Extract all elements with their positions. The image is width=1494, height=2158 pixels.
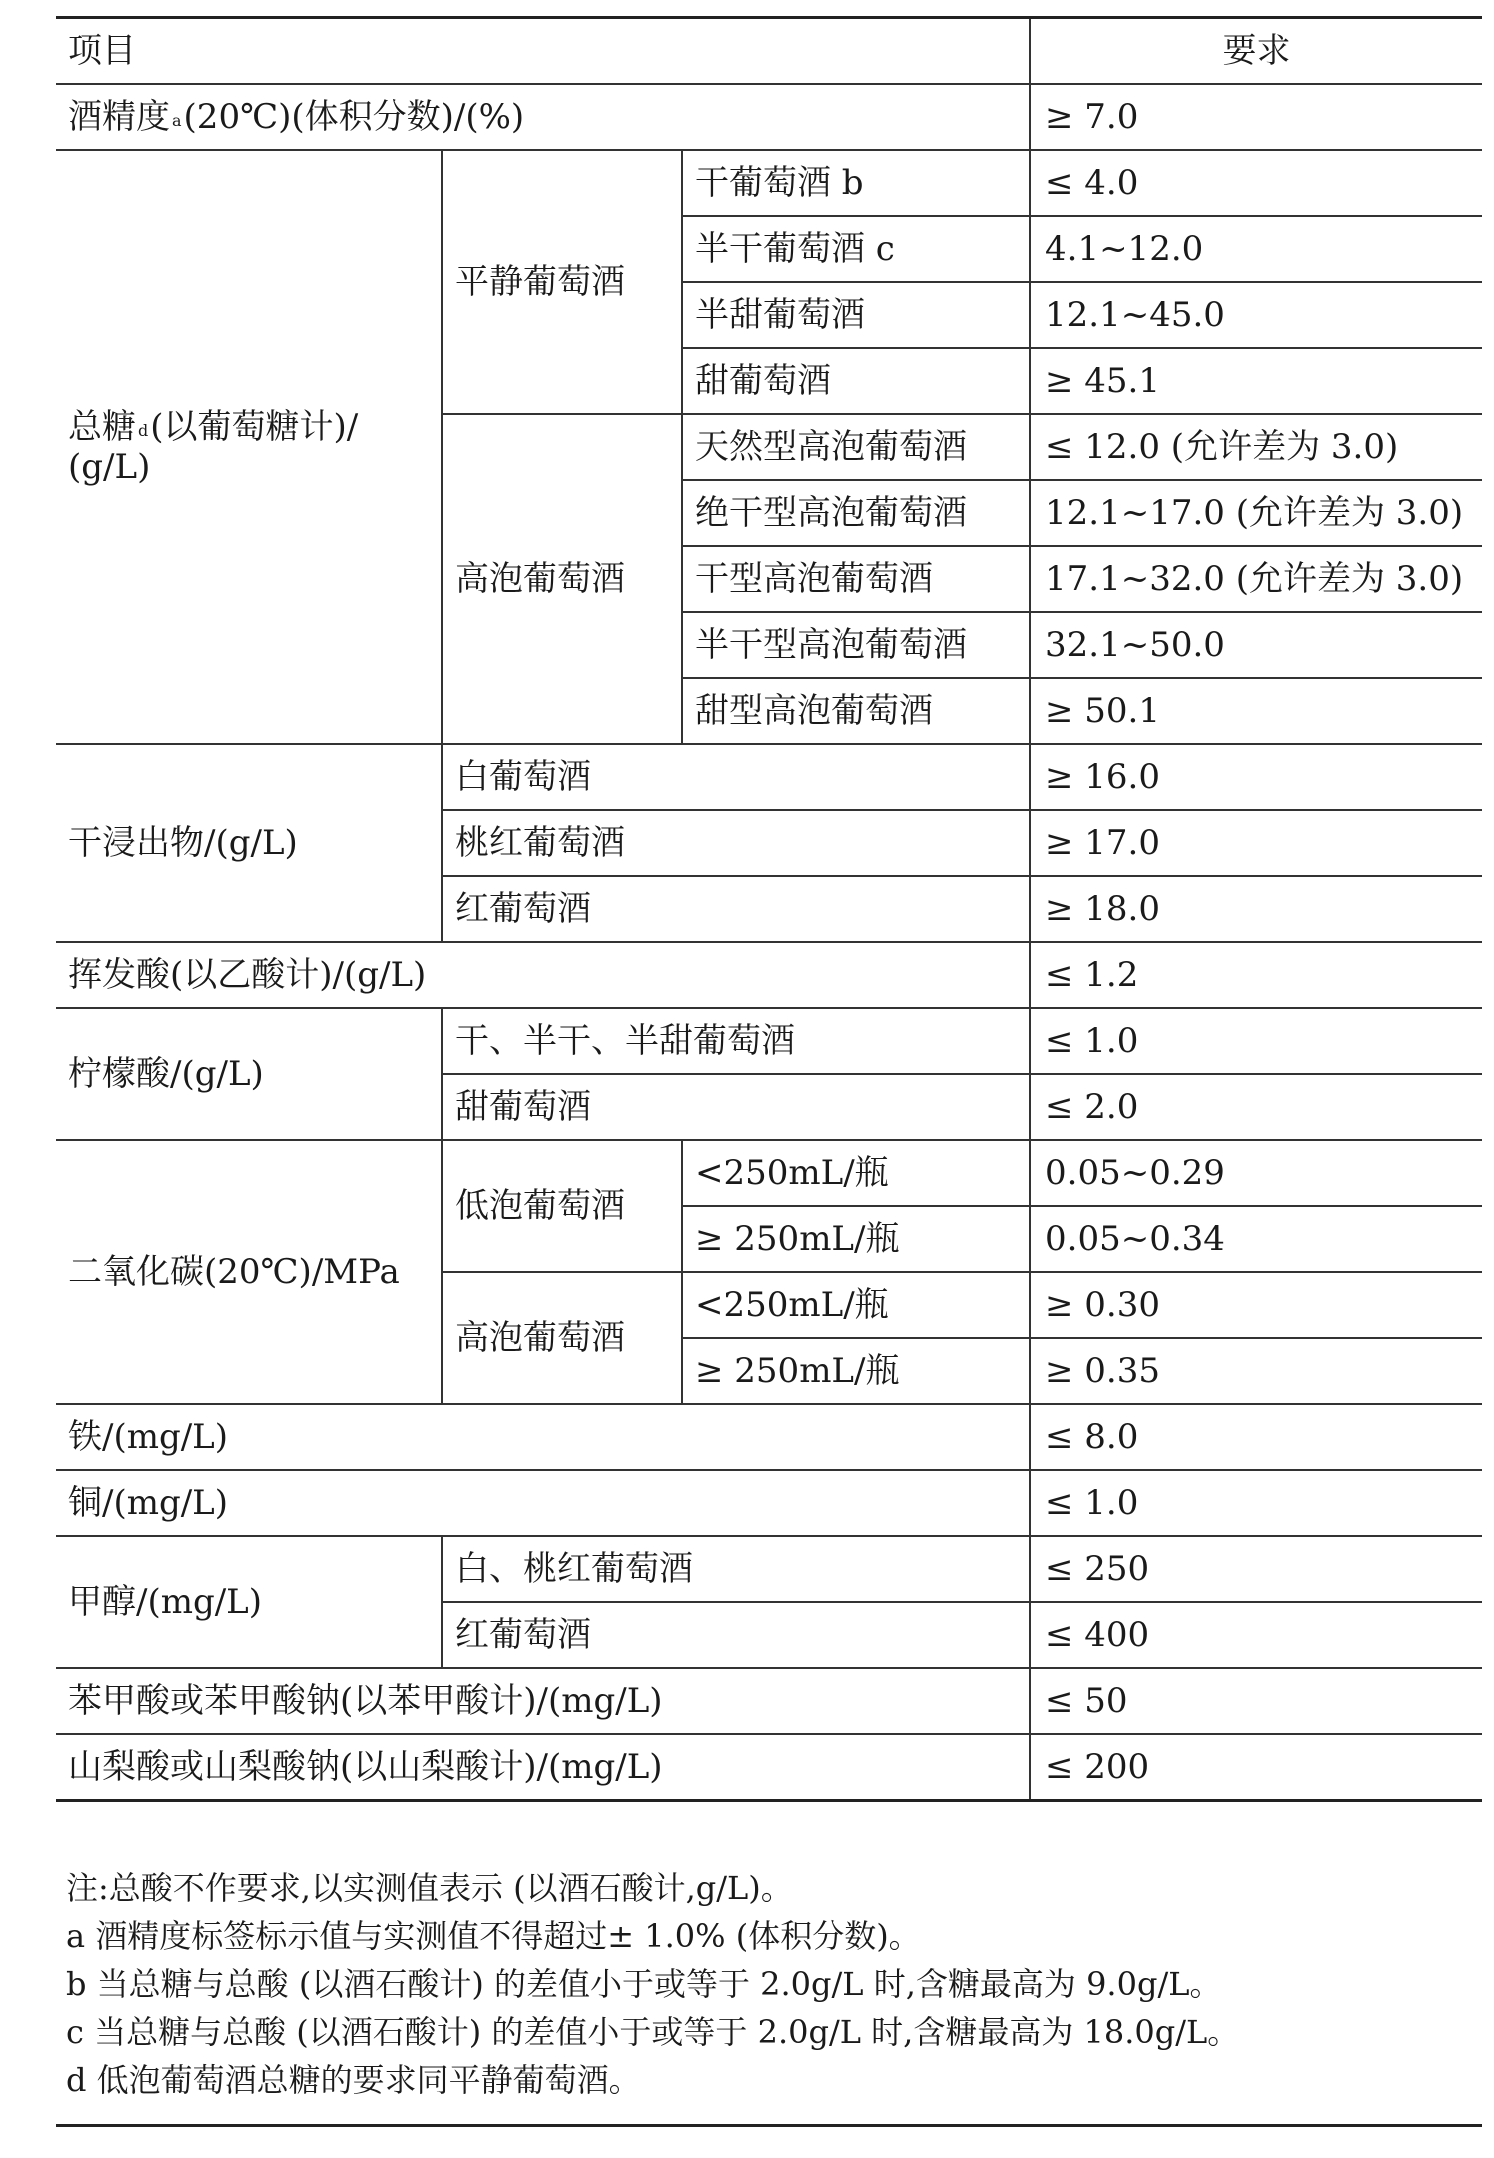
footnote-mark-a: a — [172, 111, 182, 130]
wine-type: 半甜葡萄酒 — [682, 282, 1030, 348]
row-value: 0.05~0.29 — [1030, 1140, 1482, 1206]
row-value: ≤ 4.0 — [1030, 150, 1482, 216]
row-label-citric-acid: 柠檬酸/(g/L) — [56, 1008, 442, 1140]
wine-type: 绝干型高泡葡萄酒 — [682, 480, 1030, 546]
row-value: ≥ 7.0 — [1030, 84, 1482, 150]
row-value: ≤ 200 — [1030, 1734, 1482, 1801]
wine-type: 红葡萄酒 — [442, 876, 1030, 942]
group-high-sparkling: 高泡葡萄酒 — [442, 1272, 682, 1404]
header-item: 项目 — [56, 18, 1030, 85]
note-line: d 低泡葡萄酒总糖的要求同平静葡萄酒。 — [66, 2061, 641, 2099]
row-value: 12.1~17.0 (允许差为 3.0) — [1030, 480, 1482, 546]
header-requirement: 要求 — [1030, 18, 1482, 85]
table-row — [56, 1734, 1482, 1801]
wine-type: 甜型高泡葡萄酒 — [682, 678, 1030, 744]
row-value: 0.05~0.34 — [1030, 1206, 1482, 1272]
wine-type: 半干葡萄酒 c — [682, 216, 1030, 282]
row-label-total-sugar: 总糖 $^d$(以葡萄糖计)/ (g/L) — [56, 150, 442, 744]
wine-type: 白葡萄酒 — [442, 744, 1030, 810]
row-label-benzoic-acid: 苯甲酸或苯甲酸钠(以苯甲酸计)/(mg/L) — [56, 1668, 1030, 1734]
wine-type: 红葡萄酒 — [442, 1602, 1030, 1668]
footnote-mark-d: d — [138, 421, 149, 440]
table-row — [56, 84, 1482, 150]
row-value: ≤ 1.0 — [1030, 1008, 1482, 1074]
note-line: c 当总糖与总酸 (以酒石酸计) 的差值小于或等于 2.0g/L 时,含糖最高为 18.0g/L。 — [66, 2013, 1240, 2051]
row-label-sorbic-acid: 山梨酸或山梨酸钠(以山梨酸计)/(mg/L) — [56, 1734, 1030, 1801]
table-row — [56, 744, 1482, 810]
wine-spec-table — [56, 16, 1482, 1802]
bottom-rule — [56, 2124, 1482, 2127]
table-row — [56, 1404, 1482, 1470]
row-value: ≤ 8.0 — [1030, 1404, 1482, 1470]
row-value: ≥ 17.0 — [1030, 810, 1482, 876]
table-row — [56, 1008, 1482, 1074]
row-value: 32.1~50.0 — [1030, 612, 1482, 678]
row-value: ≤ 1.2 — [1030, 942, 1482, 1008]
group-low-sparkling: 低泡葡萄酒 — [442, 1140, 682, 1272]
row-value: ≤ 250 — [1030, 1536, 1482, 1602]
table-header-row — [56, 18, 1482, 85]
wine-type: 甜葡萄酒 — [442, 1074, 1030, 1140]
table-row — [56, 1668, 1482, 1734]
wine-type: 甜葡萄酒 — [682, 348, 1030, 414]
wine-type: 干型高泡葡萄酒 — [682, 546, 1030, 612]
row-value: ≤ 2.0 — [1030, 1074, 1482, 1140]
bottle-size: <250mL/瓶 — [682, 1140, 1030, 1206]
row-label-copper: 铜/(mg/L) — [56, 1470, 1030, 1536]
table-row — [56, 942, 1482, 1008]
row-value: 4.1~12.0 — [1030, 216, 1482, 282]
bottle-size: ≥ 250mL/瓶 — [682, 1206, 1030, 1272]
row-value: ≥ 0.35 — [1030, 1338, 1482, 1404]
table-row — [56, 1140, 1482, 1206]
table-row — [56, 150, 1482, 216]
row-label-co2: 二氧化碳(20℃)/MPa — [56, 1140, 442, 1404]
bottle-size: ≥ 250mL/瓶 — [682, 1338, 1030, 1404]
row-value: 12.1~45.0 — [1030, 282, 1482, 348]
row-value: ≥ 0.30 — [1030, 1272, 1482, 1338]
row-value: ≥ 50.1 — [1030, 678, 1482, 744]
row-value: ≤ 1.0 — [1030, 1470, 1482, 1536]
row-value: ≤ 12.0 (允许差为 3.0) — [1030, 414, 1482, 480]
bottle-size: <250mL/瓶 — [682, 1272, 1030, 1338]
row-value: ≤ 50 — [1030, 1668, 1482, 1734]
row-value: ≥ 16.0 — [1030, 744, 1482, 810]
row-label-dry-extract: 干浸出物/(g/L) — [56, 744, 442, 942]
row-label-iron: 铁/(mg/L) — [56, 1404, 1030, 1470]
note-line: 注:总酸不作要求,以实测值表示 (以酒石酸计,g/L)。 — [66, 1869, 793, 1907]
row-value: ≥ 18.0 — [1030, 876, 1482, 942]
row-value: ≥ 45.1 — [1030, 348, 1482, 414]
group-still-wine: 平静葡萄酒 — [442, 150, 682, 414]
table-row — [56, 1536, 1482, 1602]
row-value: ≤ 400 — [1030, 1602, 1482, 1668]
wine-type: 桃红葡萄酒 — [442, 810, 1030, 876]
note-line: a 酒精度标签标示值与实测值不得超过± 1.0% (体积分数)。 — [66, 1917, 921, 1955]
wine-type: 天然型高泡葡萄酒 — [682, 414, 1030, 480]
group-sparkling-wine: 高泡葡萄酒 — [442, 414, 682, 744]
row-label-volatile-acid: 挥发酸(以乙酸计)/(g/L) — [56, 942, 1030, 1008]
table-row — [56, 1470, 1482, 1536]
table-notes — [66, 1864, 1466, 2104]
wine-type: 半干型高泡葡萄酒 — [682, 612, 1030, 678]
wine-type: 干葡萄酒 b — [682, 150, 1030, 216]
row-label-methanol: 甲醇/(mg/L) — [56, 1536, 442, 1668]
wine-type: 白、桃红葡萄酒 — [442, 1536, 1030, 1602]
row-value: 17.1~32.0 (允许差为 3.0) — [1030, 546, 1482, 612]
row-label-alcohol: 酒精度 $^a$(20℃)(体积分数)/(%) — [56, 84, 1030, 150]
wine-type: 干、半干、半甜葡萄酒 — [442, 1008, 1030, 1074]
note-line: b 当总糖与总酸 (以酒石酸计) 的差值小于或等于 2.0g/L 时,含糖最高为 9.0g/L。 — [66, 1965, 1222, 2003]
